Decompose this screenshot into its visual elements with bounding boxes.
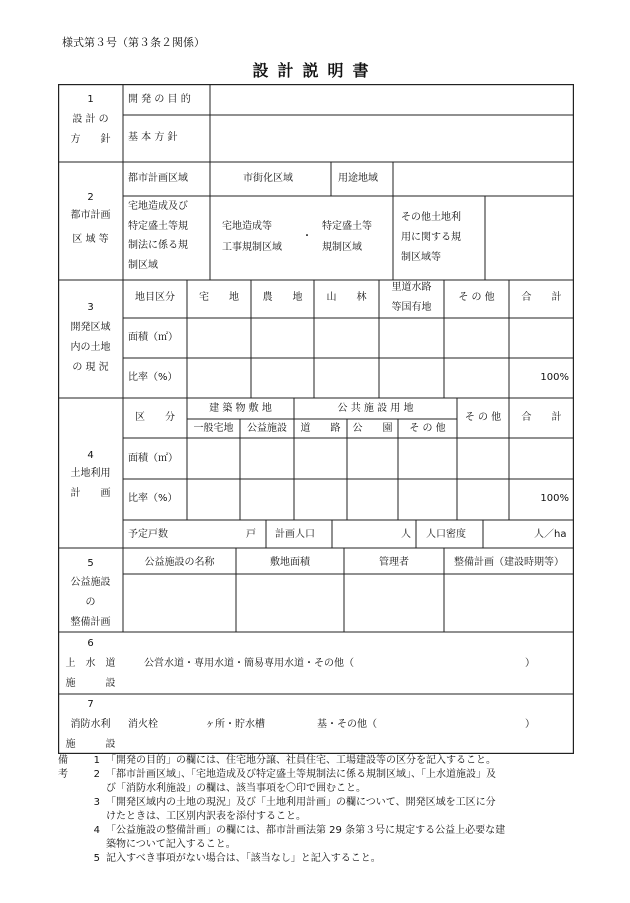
section-6-number: 6 (87, 638, 94, 649)
sub-ippan: 一般宅地 (193, 423, 234, 434)
header-maintenance-plan: 整備計画（建設時期等） (454, 557, 564, 568)
header-takuchi: 宅 地 (199, 292, 239, 303)
section-7-number: 7 (87, 699, 94, 710)
section-7-label-line1: 消防水利 (70, 719, 111, 730)
header-sonota: そ の 他 (458, 292, 495, 303)
section-4-label-line1: 土地利用 (70, 468, 111, 479)
kisei-kuiki-line2: 特定盛土等規 (128, 221, 188, 232)
sub-kouen: 公 園 (352, 423, 393, 434)
note-item (58, 796, 578, 824)
section-3-number: 3 (87, 302, 94, 313)
kisei-kuiki-line1: 宅地造成及び (128, 201, 188, 212)
section-6-label-line2: 施 設 (65, 678, 116, 689)
section-4-number: 4 (87, 450, 94, 461)
section-2-number: 2 (87, 192, 94, 203)
note-text: 「開発の目的」の欄には、住宅地分譲、社員住宅、工場建設等の区分を記入すること。 (106, 755, 496, 766)
header-goukei-2: 合 計 (521, 412, 562, 423)
policy-label: 基 本 方 針 (128, 132, 178, 143)
water-supply-close: ） (525, 658, 535, 669)
people-unit: 人 (401, 529, 411, 540)
kisei-kuiki-line4: 制区域 (128, 260, 158, 271)
section-5-label-line1: 公益施設 (70, 577, 111, 588)
note-text: び「消防水利施設」の欄は、該当事項を〇印で囲むこと。 (106, 783, 366, 794)
note-number: 4 (93, 825, 100, 836)
youto-label: 用途地域 (338, 173, 378, 184)
note-text: けたときは、工区別内訳表を添付すること。 (106, 811, 306, 822)
page-title: 設計説明書 (252, 61, 378, 80)
section-4-label-line2: 計 画 (70, 488, 111, 499)
header-goukei: 合 計 (521, 292, 562, 303)
ratio-total-2: 100% (540, 493, 569, 504)
planned-households-label: 予定戸数 (128, 529, 168, 540)
note-item (58, 768, 578, 796)
note-text: 築物について記入すること。 (106, 839, 236, 850)
note-text: 「開発区域内の土地の現況」及び「土地利用計画」の欄について、開発区域を工区に分 (106, 797, 496, 808)
sub-koueki: 公益施設 (247, 423, 287, 434)
section-5-label-line3: 整備計画 (70, 617, 111, 628)
fire-water-close: ） (525, 719, 535, 730)
header-sonota-2: そ の 他 (464, 412, 502, 423)
section-1-number: 1 (87, 94, 94, 105)
area-row-label-2: 面積（㎡） (128, 453, 178, 464)
tank-unit: 基・その他（ (317, 719, 377, 730)
note-number: 3 (93, 797, 100, 808)
note-text: 「公益施設の整備計画」の欄には、都市計画法第 29 条第３号に規定する公益上必要な建 (106, 825, 506, 836)
section-1-label-line1: 設 計 の (72, 114, 109, 125)
header-kenchiku: 建 築 物 敷 地 (209, 403, 272, 414)
header-sanrin: 山 林 (326, 292, 367, 303)
note-text: 記入すべき事項がない場合は、「該当なし」と記入すること。 (106, 853, 381, 864)
header-kubun: 区 分 (135, 412, 175, 423)
section-5-number: 5 (87, 558, 94, 569)
ratio-total: 100% (540, 372, 569, 383)
takuchi-label-line2: 工事規制区域 (222, 242, 282, 253)
tokutei-label-line2: 規制区域 (322, 242, 362, 253)
section-3-label-line1: 開発区域 (70, 322, 111, 333)
form-number-label: 様式第３号（第３条２関係） (62, 36, 205, 49)
note-number: 2 (93, 769, 100, 780)
density-unit: 人／ha (534, 529, 567, 540)
section-3-label-line3: の 現 況 (72, 362, 109, 373)
ratio-row-label-2: 比率（%） (128, 493, 178, 504)
section-3-label-line2: 内の土地 (70, 342, 111, 353)
section-2-label-line1: 都市計画 (70, 210, 111, 221)
water-supply-options: 公営水道・専用水道・簡易専用水道・その他（ (144, 658, 354, 669)
toshi-keikaku-label: 都市計画区域 (128, 173, 188, 184)
purpose-label: 開 発 の 目 的 (128, 94, 191, 105)
section-6-label-line1: 上 水 道 (65, 658, 116, 669)
section-1-label-line2: 方 針 (70, 134, 111, 145)
sonota-kisei-line2: 用に関する規 (401, 232, 461, 243)
section-7-label-line2: 施 設 (65, 739, 116, 750)
section-2-label-line2: 区 域 等 (72, 234, 109, 245)
header-facility-name: 公益施設の名称 (144, 557, 215, 568)
population-density-label: 人口密度 (426, 529, 466, 540)
header-nouchi: 農 地 (262, 292, 303, 303)
header-chimoku: 地目区分 (135, 292, 175, 303)
notes-section (58, 754, 578, 866)
sub-sonota: そ の 他 (409, 423, 446, 434)
takuchi-label-line1: 宅地造成等 (222, 221, 272, 232)
header-ridou-line1: 里道水路 (391, 282, 432, 293)
hydrant-unit: ヶ所・貯水槽 (205, 719, 265, 730)
note-item (58, 852, 578, 866)
planned-population-label: 計画人口 (275, 529, 315, 540)
ratio-row-label: 比率（%） (128, 372, 178, 383)
shigaika-label: 市街化区域 (243, 173, 293, 184)
tokutei-label-line1: 特定盛土等 (322, 221, 372, 232)
area-row-label: 面積（㎡） (128, 332, 178, 343)
notes-lead: 備考 (58, 755, 68, 780)
sonota-kisei-line3: 制区域等 (401, 252, 441, 263)
note-number: 5 (93, 853, 100, 864)
header-ridou-line2: 等国有地 (391, 302, 432, 313)
separator-dot: ・ (302, 231, 312, 242)
households-unit: 戸 (246, 529, 256, 540)
note-number: 1 (93, 755, 100, 766)
header-manager: 管理者 (379, 557, 409, 568)
kisei-kuiki-line3: 制法に係る規 (128, 240, 188, 251)
section-5-label-line2: の (85, 597, 96, 608)
sonota-kisei-line1: その他土地利 (401, 212, 461, 223)
note-text: 「都市計画区域」、「宅地造成及び特定盛土等規制法に係る規制区域」、「上水道施設」及 (106, 769, 496, 780)
header-koukyou: 公 共 施 設 用 地 (337, 403, 414, 414)
header-site-area: 敷地面積 (270, 557, 310, 568)
hydrant-label: 消火栓 (128, 719, 158, 730)
note-item (58, 824, 578, 852)
sub-douro: 道 路 (300, 423, 341, 434)
